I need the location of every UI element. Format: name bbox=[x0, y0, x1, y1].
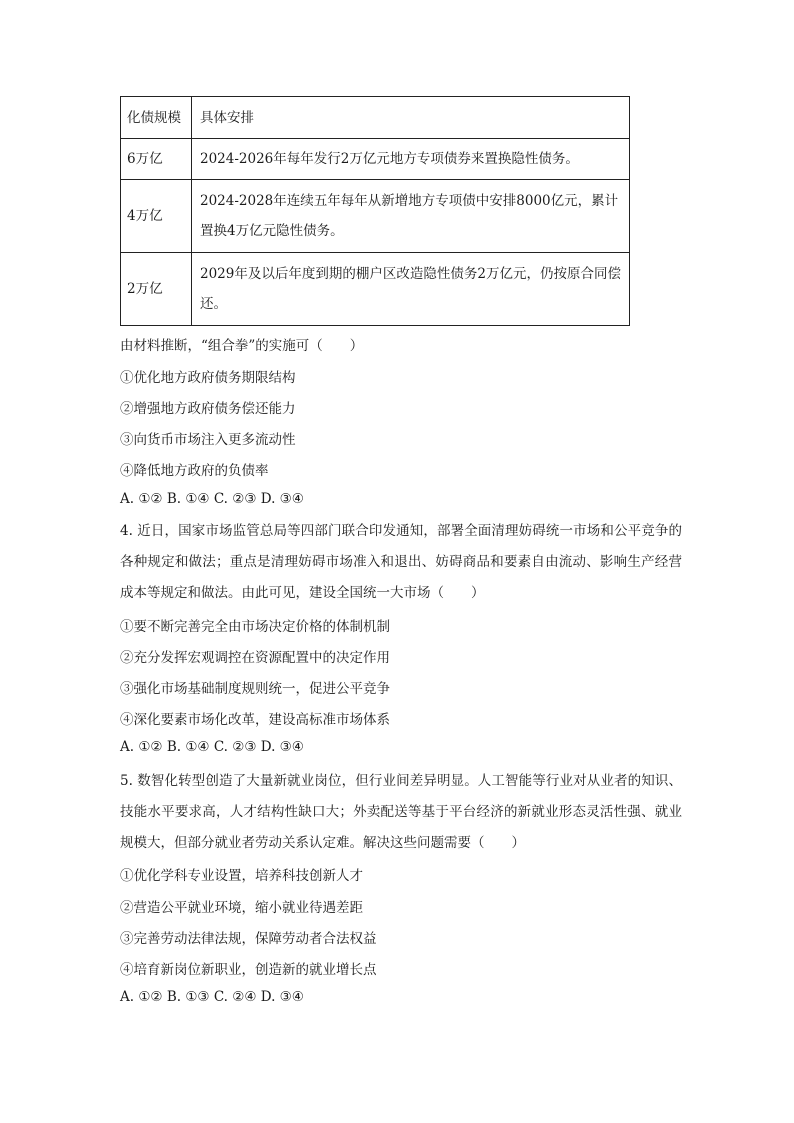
table-cell-scale: 6万亿 bbox=[121, 139, 192, 180]
q5-option-4: ④培育新岗位新职业，创造新的就业增长点 bbox=[120, 962, 377, 978]
q3-stem: 由材料推断，“组合拳”的实施可（ ） bbox=[120, 338, 364, 354]
table-header-detail: 具体安排 bbox=[192, 97, 630, 139]
q4-option-3: ③强化市场基础制度规则统一，促进公平竞争 bbox=[120, 681, 390, 697]
q5-stem: 5. 数智化转型创造了大量新就业岗位，但行业间差异明显。人工智能等行业对从业者的知识、技能水平要求高，人才结构性缺口大；外卖配送等基于平台经济的新就业形态灵活性强、就业规模大，但部分就业者劳动关系认定难。解决这些问题需要（ ） bbox=[120, 773, 682, 851]
table-header-row bbox=[121, 97, 630, 139]
debt-table bbox=[120, 96, 630, 326]
q4-answer-choices: A. ①② B. ①④ C. ②③ D. ③④ bbox=[120, 739, 304, 755]
q3-option-2: ②增强地方政府债务偿还能力 bbox=[120, 401, 296, 417]
q3-option-3: ③向货币市场注入更多流动性 bbox=[120, 432, 296, 448]
q4-stem: 4. 近日，国家市场监管总局等四部门联合印发通知，部署全面清理妨碍统一市场和公平竞争的各种规定和做法；重点是清理妨碍市场准入和退出、妨碍商品和要素自由流动、影响生产经营成本等规定和做法。由此可见，建设全国统一大市场（ ） bbox=[120, 523, 682, 601]
q3-option-4: ④降低地方政府的负债率 bbox=[120, 463, 269, 479]
q4-option-2: ②充分发挥宏观调控在资源配置中的决定作用 bbox=[120, 650, 390, 666]
q5-option-2: ②营造公平就业环境，缩小就业待遇差距 bbox=[120, 900, 363, 916]
table-cell-scale: 4万亿 bbox=[121, 180, 192, 253]
table-cell-detail: 2029年及以后年度到期的棚户区改造隐性债务2万亿元，仍按原合同偿还。 bbox=[192, 253, 630, 326]
q5-answer-choices: A. ①② B. ①③ C. ②④ D. ③④ bbox=[120, 989, 304, 1005]
q4-option-1: ①要不断完善完全由市场决定价格的体制机制 bbox=[120, 619, 390, 635]
table-row bbox=[121, 139, 630, 180]
table-row bbox=[121, 253, 630, 326]
table-cell-detail: 2024-2026年每年发行2万亿元地方专项债券来置换隐性债务。 bbox=[192, 139, 630, 180]
table-row bbox=[121, 180, 630, 253]
table-header-scale: 化债规模 bbox=[121, 97, 192, 139]
q5-option-3: ③完善劳动法律法规，保障劳动者合法权益 bbox=[120, 931, 377, 947]
q3-option-1: ①优化地方政府债务期限结构 bbox=[120, 370, 296, 386]
table-cell-scale: 2万亿 bbox=[121, 253, 192, 326]
table-cell-detail: 2024-2028年连续五年每年从新增地方专项债中安排8000亿元，累计置换4万亿元隐性债务。 bbox=[192, 180, 630, 253]
q3-answer-choices: A. ①② B. ①④ C. ②③ D. ③④ bbox=[120, 491, 304, 507]
q4-option-4: ④深化要素市场化改革，建设高标准市场体系 bbox=[120, 712, 390, 728]
q5-option-1: ①优化学科专业设置，培养科技创新人才 bbox=[120, 868, 363, 884]
